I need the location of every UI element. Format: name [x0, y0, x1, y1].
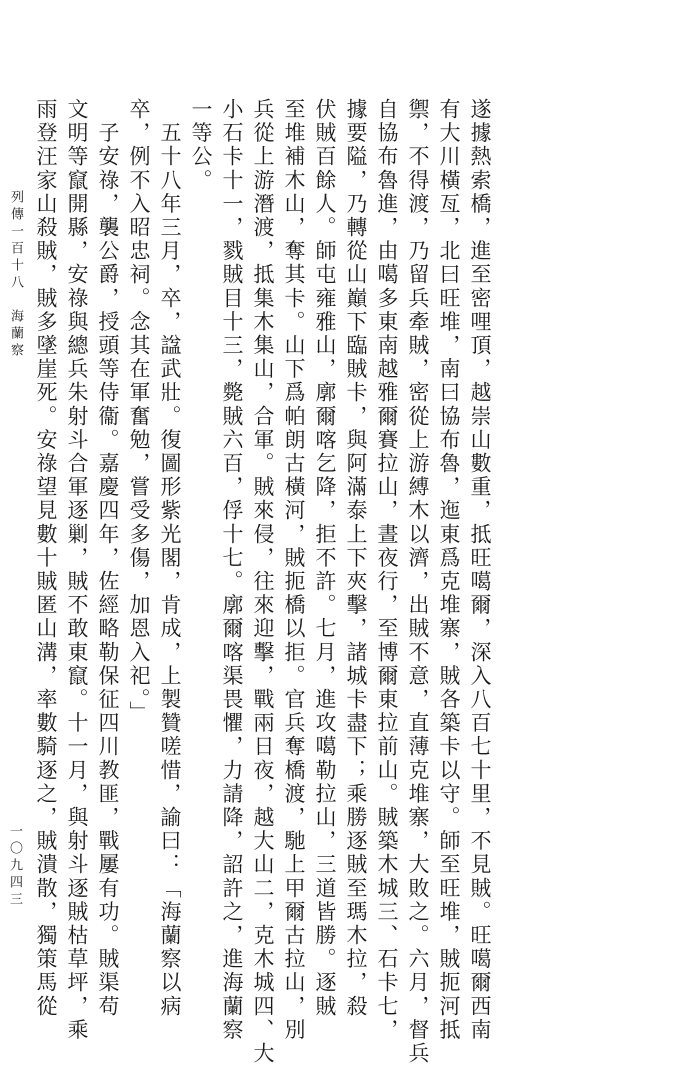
text-column-3: 禦，不得渡，乃留兵牽賊，密從上游縛木以濟，出賊不意，直薄克堆寨，大敗之。六月，督兵	[406, 98, 430, 1066]
text-column-8: 兵從上游潛渡，抵集木集山，合軍。賊來侵，往來迎擊，戰兩日夜，越大山二，克木城四、大	[251, 98, 275, 1066]
text-column-4: 自協布魯進，由噶多東南越雅爾賽拉山，晝夜行，至博爾東拉前山。賊築木城三、石卡七，	[375, 98, 399, 1042]
text-column-10: 一等公。	[189, 98, 213, 193]
running-head: 列傳一百十八 海蘭察	[8, 190, 23, 360]
text-column-6: 伏賊百餘人。師屯雍雅山，廓爾喀乞降，拒不許。七月，進攻噶勒拉山，三道皆勝。逐賊	[313, 98, 337, 1019]
text-column-11: 五十八年三月，卒，諡武壯。復圖形紫光閣，肯成，上製贊嗟惜，諭曰：「海蘭察以病	[158, 98, 182, 1019]
text-column-12: 卒，例不入昭忠祠。念其在軍奮勉，嘗受多傷，加恩入祀。」	[127, 98, 151, 725]
page-number: 一〇九四三	[7, 824, 22, 909]
text-column-14: 文明等竄開縣，安祿與總兵朱射斗合軍逐剿，賊不敢東竄。十一月，與射斗逐賊枯草坪，乘	[65, 98, 89, 1042]
text-column-5: 據要隘，乃轉從山巔下臨賊卡，與阿滿泰上下夾擊，諸城卡盡下；乘勝逐賊至瑪木拉，殺	[344, 98, 368, 1019]
text-column-13: 子安祿，襲公爵，授頭等侍衞。嘉慶四年，佐經略勒保征四川教匪，戰屢有功。賊渠苟	[96, 98, 120, 1019]
text-column-7: 至堆補木山，奪其卡。山下爲帕朗古橫河，賊扼橋以拒。官兵奪橋渡，馳上甲爾古拉山，別	[282, 98, 306, 1042]
text-column-2: 有大川橫亙，北曰旺堆，南曰協布魯，迤東爲克堆寨，賊各築卡以守。師至旺堆，賊扼河抵	[437, 98, 461, 1042]
text-column-1: 遂據熱索橋，進至密哩頂，越崇山數重，抵旺噶爾，深入八百七十里，不見賊。旺噶爾西南	[468, 98, 492, 1042]
text-column-15: 雨登汪家山殺賊，賊多墜崖死。安祿望見數十賊匿山溝，率數騎逐之，賊潰散，獨策馬從	[34, 98, 58, 1019]
text-column-9: 小石卡十一，戮賊目十三，斃賊六百，俘十七。廓爾喀渠畏懼，力請降，詔許之，進海蘭察	[220, 98, 244, 1042]
